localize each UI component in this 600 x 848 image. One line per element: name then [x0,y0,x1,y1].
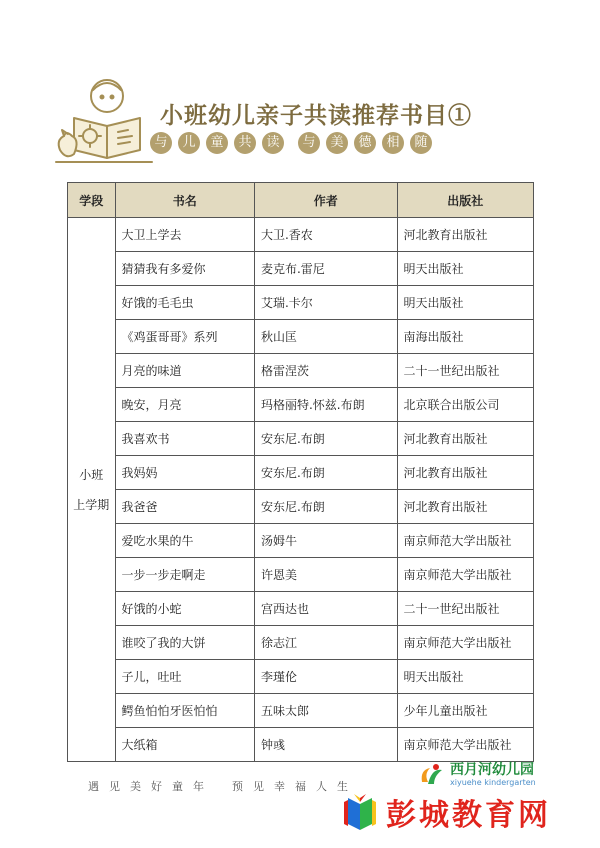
book-author: 汤姆牛 [254,524,397,558]
table-row [68,286,534,320]
table-row [68,660,534,694]
slogan-char: 童 [172,780,183,793]
book-author: 安东尼.布朗 [254,456,397,490]
book-title: 大卫上学去 [115,218,254,252]
slogan-char: 见 [253,780,264,793]
slogan-char: 好 [151,780,162,793]
subtitle-right [298,132,432,154]
slogan-char: 福 [295,780,306,793]
book-title: 谁咬了我的大饼 [115,626,254,660]
book-author: 钟彧 [254,728,397,762]
table-row [68,354,534,388]
book-publisher: 河北教育出版社 [397,456,534,490]
subtitle-char: 随 [410,132,432,154]
book-publisher: 明天出版社 [397,286,534,320]
book-author: 大卫.香农 [254,218,397,252]
subtitle-left [150,132,284,154]
subtitle-char: 与 [298,132,320,154]
child-reading-illustration [52,70,162,170]
table-body [68,218,534,762]
book-title: 我喜欢书 [115,422,254,456]
book-list-table [67,182,534,762]
slogan-char: 幸 [274,780,285,793]
book-publisher: 少年儿童出版社 [397,694,534,728]
table-row [68,490,534,524]
slogan-char: 人 [316,780,327,793]
book-publisher: 南京师范大学出版社 [397,728,534,762]
slogan-char: 见 [109,780,120,793]
book-publisher: 二十一世纪出版社 [397,592,534,626]
book-author: 五味太郎 [254,694,397,728]
table-row [68,694,534,728]
book-title: 爱吃水果的牛 [115,524,254,558]
subtitle-char: 共 [234,132,256,154]
kindergarten-latin: xiyuehe kindergarten [450,778,536,787]
book-title: 晚安，月亮 [115,388,254,422]
header-title: 书名 [115,183,254,218]
book-author: 玛格丽特.怀兹.布朗 [254,388,397,422]
book-author: 安东尼.布朗 [254,490,397,524]
book-title: 我爸爸 [115,490,254,524]
book-title: 鳄鱼怕怕牙医怕怕 [115,694,254,728]
slogan-char: 预 [232,780,243,793]
table-header-row [68,183,534,218]
table-row [68,558,534,592]
book-title: 月亮的味道 [115,354,254,388]
book-publisher: 明天出版社 [397,660,534,694]
book-author: 李瑾伦 [254,660,397,694]
table-row [68,252,534,286]
book-title: 《鸡蛋哥哥》系列 [115,320,254,354]
stage-line: 小班 [79,467,104,482]
subtitle-char: 美 [326,132,348,154]
book-publisher: 南海出版社 [397,320,534,354]
book-publisher: 南京师范大学出版社 [397,558,534,592]
book-publisher: 河北教育出版社 [397,490,534,524]
book-author: 艾瑞.卡尔 [254,286,397,320]
subtitle-char: 德 [354,132,376,154]
subtitle-char: 儿 [178,132,200,154]
book-publisher: 南京师范大学出版社 [397,524,534,558]
table-row [68,320,534,354]
kindergarten-name: 西月河幼儿园 [450,762,534,778]
slogan-char: 遇 [88,780,99,793]
slogan-right [232,778,348,794]
subtitle-char: 读 [262,132,284,154]
table-row [68,728,534,762]
book-title: 好饿的毛毛虫 [115,286,254,320]
book-publisher: 明天出版社 [397,252,534,286]
book-author: 徐志江 [254,626,397,660]
slogan-left [88,778,204,794]
book-author: 宫西达也 [254,592,397,626]
book-publisher: 北京联合出版公司 [397,388,534,422]
book-author: 秋山匡 [254,320,397,354]
book-title: 好饿的小蛇 [115,592,254,626]
subtitle-slogan [150,132,432,154]
table-row [68,388,534,422]
subtitle-char: 童 [206,132,228,154]
kindergarten-logo-icon [418,762,444,788]
book-title: 子儿，吐吐 [115,660,254,694]
header-stage: 学段 [68,183,116,218]
page-title: 小班幼儿亲子共读推荐书目① [160,102,472,129]
subtitle-char: 相 [382,132,404,154]
open-book-icon [340,792,380,832]
book-title: 一步一步走啊走 [115,558,254,592]
table-row [68,218,534,252]
table-row [68,456,534,490]
stage-cell [68,218,116,762]
footer-slogan [88,778,348,794]
book-publisher: 南京师范大学出版社 [397,626,534,660]
slogan-char: 生 [337,780,348,793]
book-title: 猜猜我有多爱你 [115,252,254,286]
table-row [68,592,534,626]
book-author: 格雷涅茨 [254,354,397,388]
book-title: 我妈妈 [115,456,254,490]
header-publisher: 出版社 [397,183,534,218]
table-row [68,626,534,660]
table-row [68,524,534,558]
slogan-char: 年 [193,780,204,793]
table-row [68,422,534,456]
book-publisher: 二十一世纪出版社 [397,354,534,388]
site-name: 彭城教育网 [386,798,551,833]
header-author: 作者 [254,183,397,218]
book-title: 大纸箱 [115,728,254,762]
book-publisher: 河北教育出版社 [397,422,534,456]
subtitle-char: 与 [150,132,172,154]
site-logo [340,790,551,834]
book-author: 麦克布.雷尼 [254,252,397,286]
book-publisher: 河北教育出版社 [397,218,534,252]
slogan-char: 美 [130,780,141,793]
book-author: 安东尼.布朗 [254,422,397,456]
book-author: 许恩美 [254,558,397,592]
kindergarten-logo [418,762,536,788]
stage-line: 上学期 [73,497,110,512]
